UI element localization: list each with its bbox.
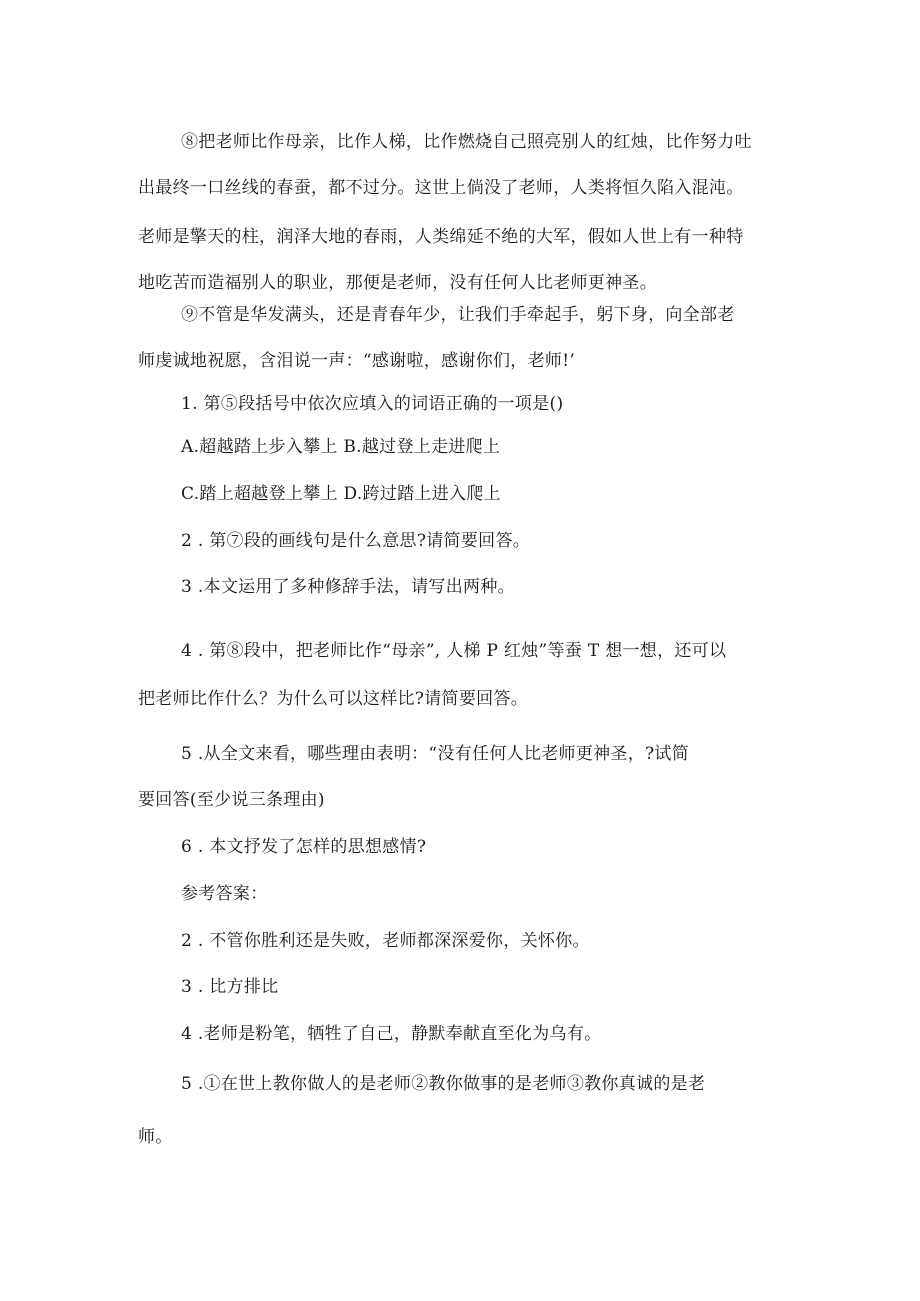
question-1-options-cd: C.踏上超越登上攀上 D.跨过踏上进入爬上: [181, 484, 501, 504]
answer-3: 3 . 比方排比: [181, 977, 279, 997]
answer-2: 2 . 不管你胜利还是失败，老师都深深爱你，关怀你。: [181, 931, 590, 951]
paragraph-9-line-1: ⑨不管是华发满头，还是青春年少，让我们手牵起手，躬下身，向全部老: [181, 305, 735, 325]
question-2: 2 . 第⑦段的画线句是什么意思?请简要回答。: [181, 531, 531, 551]
answer-5-line-1: 5 .①在世上教你做人的是老师②教你做事的是老师③教你真诚的是老: [181, 1074, 706, 1094]
paragraph-8-line-1: ⑧把老师比作母亲，比作人梯，比作燃烧自己照亮别人的红烛，比作努力吐: [181, 132, 752, 152]
answer-4: 4 .老师是粉笔，牺牲了自己，静默奉献直至化为乌有。: [181, 1024, 602, 1044]
answers-heading: 参考答案：: [181, 884, 268, 904]
paragraph-8-line-2: 出最终一口丝线的春蚕，都不过分。这世上倘没了老师，人类将恒久陷入混沌。: [138, 178, 744, 198]
question-4-line-1: 4 . 第⑧段中，把老师比作“母亲”, 人梯 P 红烛”等蚕 T 想一想，还可以: [181, 641, 727, 661]
question-3: 3 .本文运用了多种修辞手法，请写出两种。: [181, 577, 515, 597]
question-1-options-ab: A.超越踏上步入攀上 B.越过登上走进爬上: [181, 437, 501, 457]
question-1: 1. 第⑤段括号中依次应填入的词语正确的一项是(): [181, 394, 564, 414]
question-6: 6 . 本文抒发了怎样的思想感情?: [181, 837, 427, 857]
paragraph-8-line-4: 地吃苦而造福别人的职业，那便是老师，没有任何人比老师更神圣。: [138, 273, 657, 293]
paragraph-8-line-3: 老师是擎天的柱，润泽大地的春雨，人类绵延不绝的大军，假如人世上有一种特: [138, 227, 744, 247]
question-5-line-2: 要回答(至少说三条理由): [138, 790, 325, 810]
question-5-line-1: 5 .从全文来看，哪些理由表明：“没有任何人比老师更神圣，?试简: [181, 744, 690, 764]
answer-5-line-2: 师。: [138, 1127, 173, 1147]
question-4-line-2: 把老师比作什么？为什么可以这样比?请简要回答。: [138, 689, 529, 709]
paragraph-9-line-2: 师虔诚地祝愿，含泪说一声：“感谢啦，感谢你们，老师!’: [138, 351, 576, 371]
